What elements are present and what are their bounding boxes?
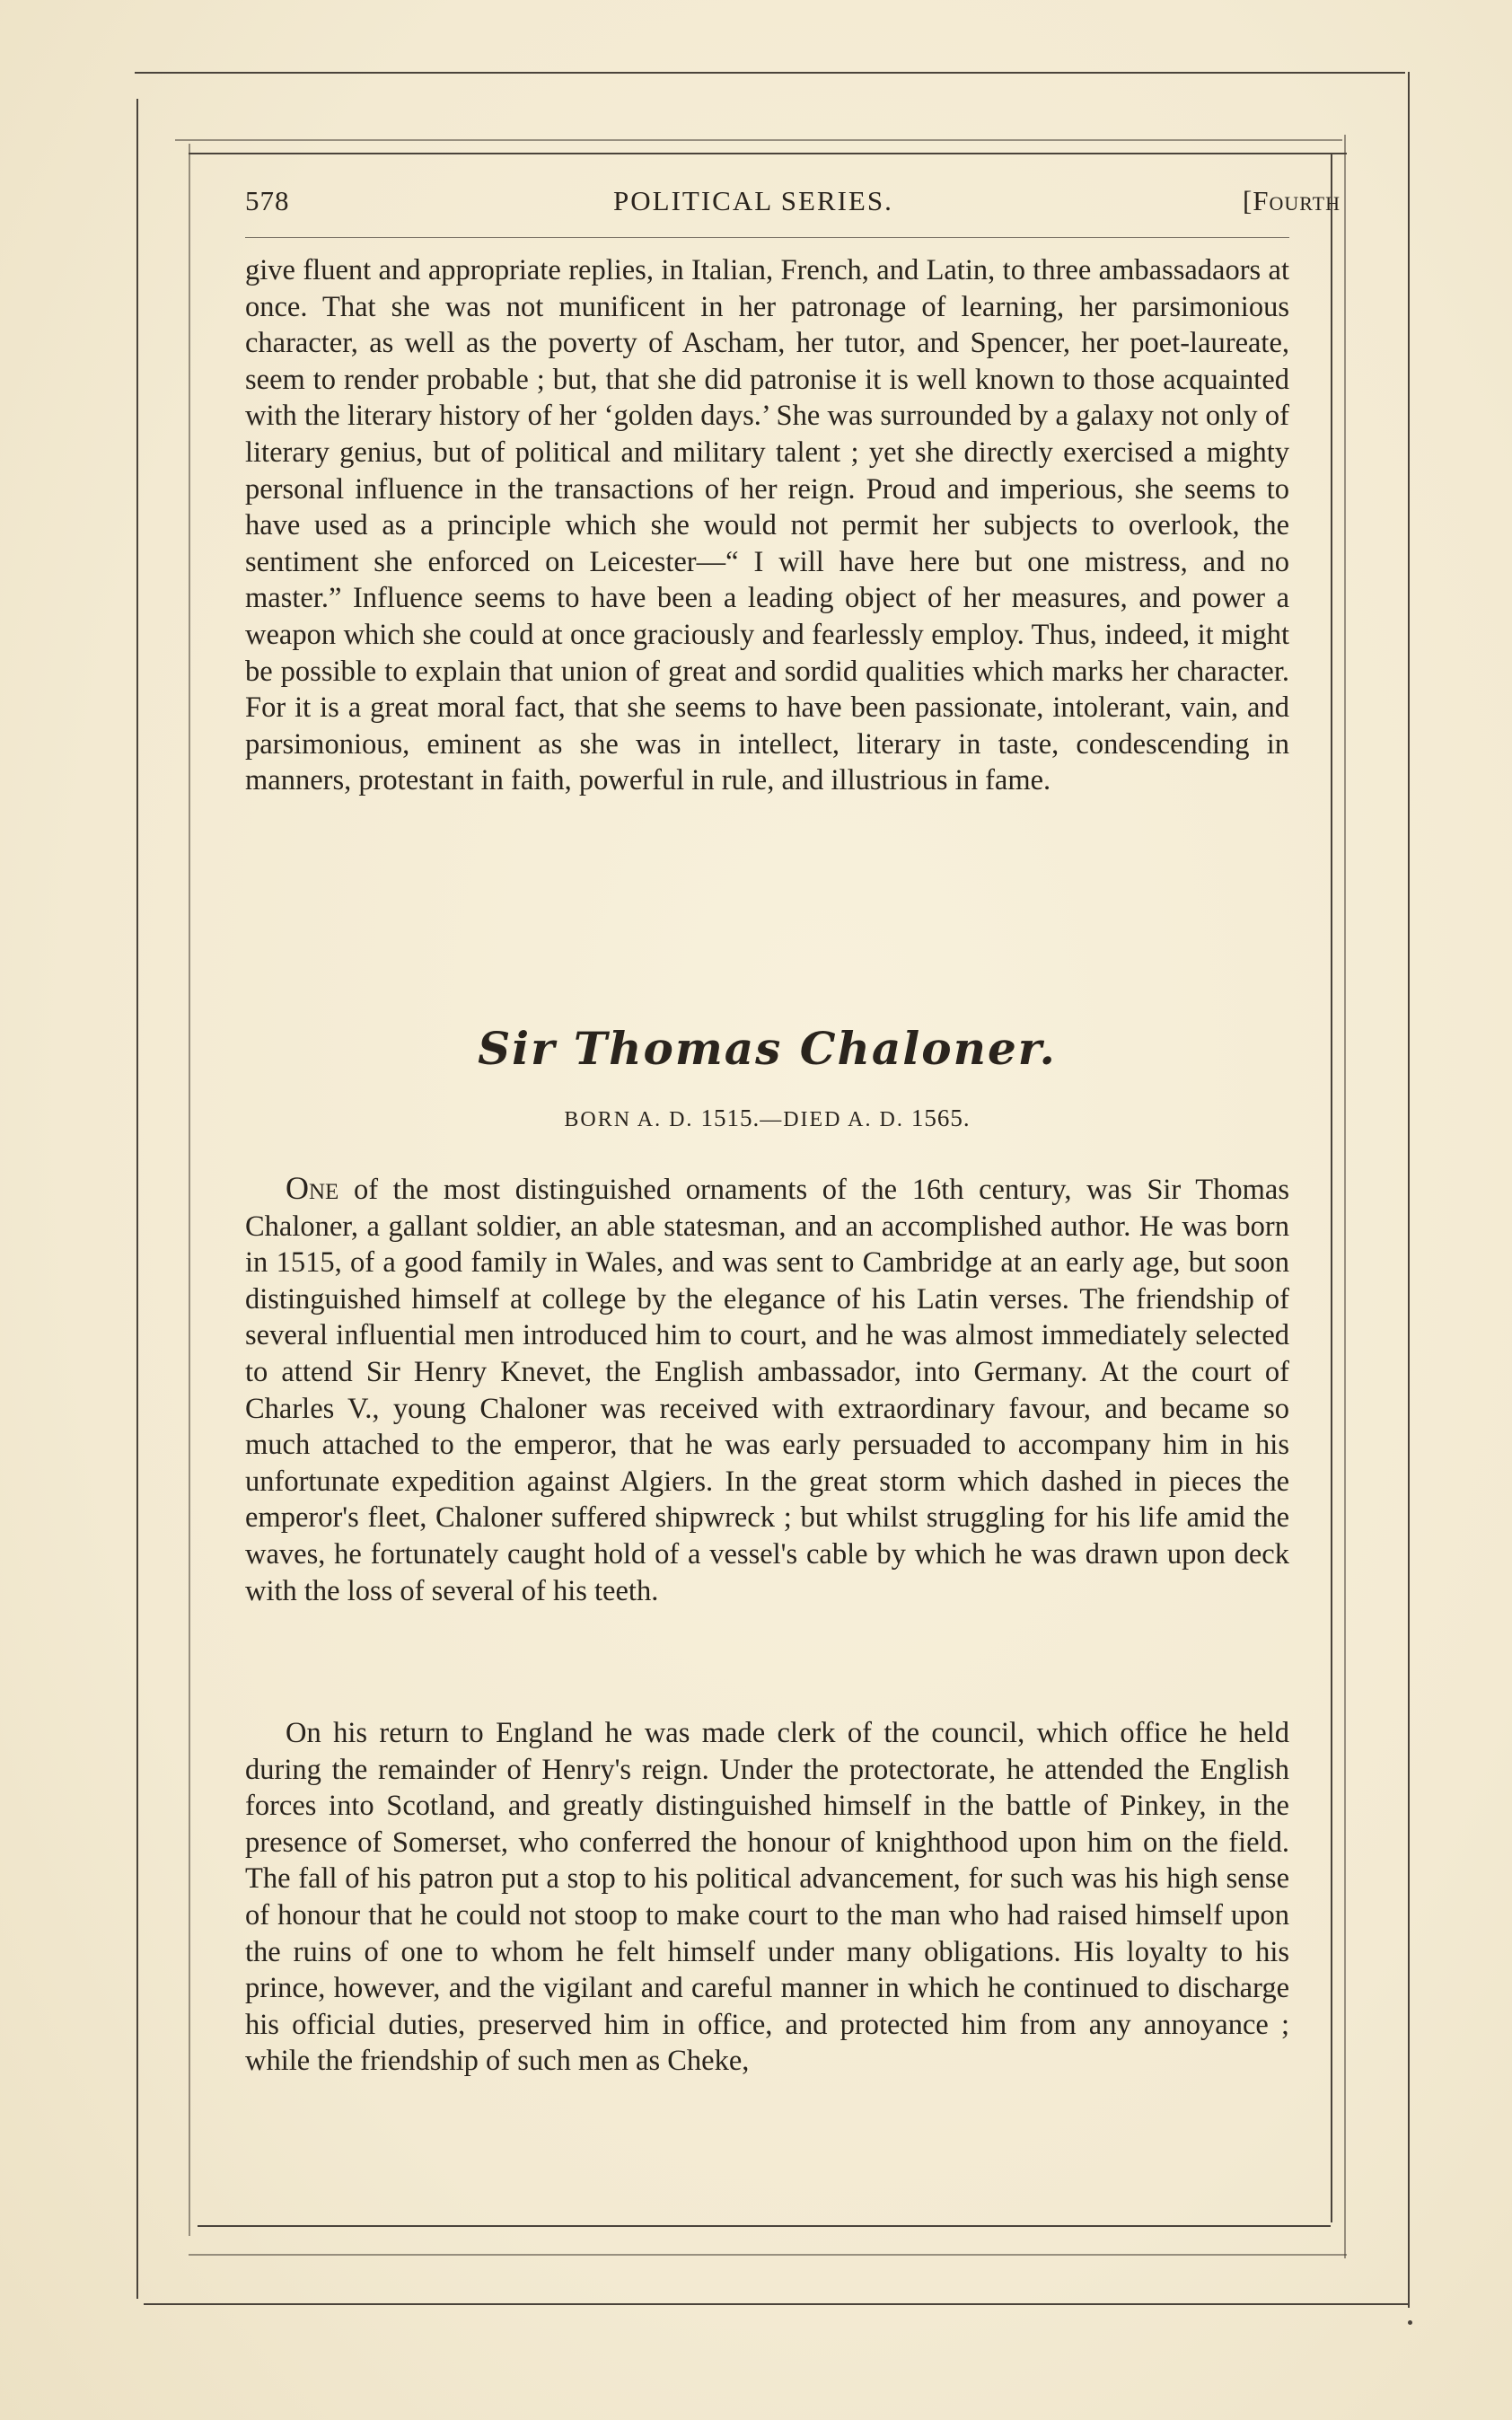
frame-bottom-rule-box xyxy=(198,2225,1331,2227)
frame-right-rule-outer xyxy=(1408,72,1410,2308)
frame-right-rule-box xyxy=(1331,153,1332,2222)
paragraph-second: On his return to England he was made clerk of the council, which office he held during the remainder of Henry's reign. Under the protectorate, he attended the English forces into Scotland, and greatly distinguished himself in the battle of Pinkey, in the presence of Somerset, who conferred the honour of knighthood upon him on the field. The fall of his patron put a stop to his political advancement, for such was his high sense of honour that he could not stoop to make court to the man who had raised himself upon the ruins of one to whom he felt himself under many obligations. His loyalty to his prince, however, and the vigilant and careful manner in which he continued to discharge his official duties, preserved him in office, and protected him from any annoyance ; while the friendship of such men as Cheke, xyxy=(245,1717,1289,2078)
page-mark xyxy=(1408,2320,1412,2325)
paragraph-continuation: give fluent and appropriate replies, in Italian, French, and Latin, to three ambassadaors at once. That she was not munificent in her patronage of learning, her parsimonious character, as well as the poverty of Ascham, her tutor, and Spencer, her poet-laureate, seem to render probable ; but, that she did patronise it is well known to those acquainted with the literary history of her ‘golden days.’ She was surrounded by a galaxy not only of literary genius, but of political and military talent ; yet she directly exercised a mighty personal influence in the transactions of her reign. Proud and imperious, she seems to have used as a principle which she would not permit her subjects to overlook, the sentiment she enforced on Leicester—“ I will have here but one mistress, and no master.” Influence seems to have been a leading object of her measures, and power a weapon which she could at once graciously and fearlessly employ. Thus, indeed, it might be possible to explain that union of great and sordid qualities which marks her character. For it is a great moral fact, that she seems to have been passionate, intolerant, vain, and parsimonious, eminent as she was in intellect, literary in taste, condescending in manners, protestant in faith, powerful in rule, and illustrious in fame. xyxy=(245,254,1289,797)
header-rule xyxy=(245,237,1289,238)
born-year: 1515. xyxy=(700,1104,760,1131)
frame-left-rule-outer xyxy=(136,99,138,2299)
page-header xyxy=(245,180,1341,226)
paragraph-opening-text: of the most distinguished ornaments of the 16th century, was Sir Thomas Chaloner, a gallant soldier, an able statesman, and an accomplished author. He was born in 1515, of a good family in Wales, and was sent to Cambridge at an early age, but soon distinguished himself at college by the elegance of his Latin verses. The friendship of several influential men introduced him to court, and he was almost immediately selected to attend Sir Henry Knevet, the English ambassador, into Germany. At the court of Charles V., young Chaloner was received with extraordinary favour, and became so much attached to the emperor, that he was early persuaded to accompany him in his unfortunate expedition against Algiers. In the great storm which dashed in pieces the emperor's fleet, Chaloner suffered shipwreck ; but whilst struggling for his life amid the waves, he fortunately caught hold of a vessel's cable by which he was drawn upon deck with the loss of several of his teeth. xyxy=(245,1174,1289,1607)
paragraph-opening xyxy=(245,1170,1289,1609)
frame-left-rule-inner xyxy=(189,144,190,2236)
frame-top-rule-box xyxy=(189,153,1347,154)
frame-right-rule-inner xyxy=(1344,135,1346,2258)
frame-bottom-rule-inner xyxy=(189,2254,1347,2256)
biography-title: Sir Thomas Chaloner. xyxy=(478,1022,1057,1075)
born-label: BORN A. D. xyxy=(564,1108,694,1131)
running-head: POLITICAL SERIES. xyxy=(613,185,893,216)
frame-bottom-rule-outer xyxy=(144,2303,1410,2305)
lead-word: One xyxy=(286,1170,339,1206)
died-label: —DIED A. D. xyxy=(760,1108,904,1131)
frame-top-rule-inner xyxy=(175,139,1342,141)
died-year: 1565. xyxy=(910,1104,971,1131)
biography-dates xyxy=(245,1104,1289,1132)
page-number: 578 xyxy=(245,185,290,216)
section-tag: [Fourth xyxy=(1242,185,1341,216)
frame-top-rule xyxy=(135,72,1405,74)
